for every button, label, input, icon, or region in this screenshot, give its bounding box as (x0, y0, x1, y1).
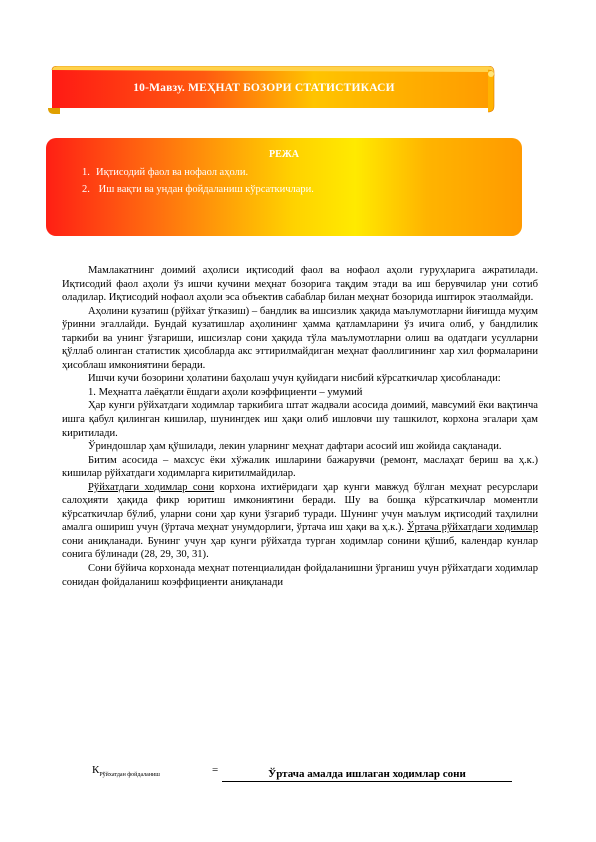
topic-banner (48, 66, 496, 110)
topic-title: 10-Мавзу. МЕҲНАТ БОЗОРИ СТАТИСТИКАСИ (133, 82, 395, 94)
paragraph: Сони бўйича корхонада меҳнат потенциалидан фойдаланишни ўрганиш учун рўйхатдаги ходимлар сонидан фойдаланиш коэффициенти аниқланади (62, 563, 538, 588)
plan-list (82, 164, 314, 198)
formula-numerator: Ўртача амалда ишлаган ходимлар сони (222, 768, 512, 782)
paragraph: Ҳар кунги рўйхатдаги ходимлар таркибига штат жадвали асосида доимий, мавсумий ёки вақтинча ишга қабул қилинган кишилар, шунингдек иш ҳақи олиб ишловчи шу ташкилот, корхона эгалари ҳам киритилади. (62, 400, 538, 439)
paragraph: Ишчи кучи бозорини ҳолатини баҳолаш учун қуйидаги нисбий кўрсаткичлар ҳисобланади: (88, 373, 501, 385)
formula-symbol: $К_{Рўйхатдан фойдаланиш}$ (92, 764, 160, 779)
coefficient-formula (92, 764, 522, 784)
paragraph: Аҳолини кузатиш (рўйхат ўтказиш) – бандлик ва ишсизлик ҳақида маълумотларни йиғишда муҳим ўринни эгаллайди. Бундай кузатишлар аҳолининг ҳамма қатламларини ўз ичига олиб, у бандлилик таркиби ва унинг ўзгариши, ишсизлар сони ҳақида тўла маълумотларни олиш ва одатдаги усулларни қўллаб олинган статистик ҳисобларда акс эттирилмайдиган меҳнат фаоллигининг хар хил формаларини ҳисоблаш имкониятини беради. (62, 305, 538, 371)
formula-equals: = (212, 764, 219, 776)
plan-box (46, 138, 522, 236)
paragraph: Рўйхатдаги ходимлар сони корхона ихтиёридаги ҳар кунги мавжуд бўлган меҳнат ресурслари салоҳияти ҳақида фикр юритиш имкониятини беради. Шу ва бошқа кўрсаткичлар моментли кўрсаткичлар бўлиб, уларни сони ҳар куни ўзгариб туради. Шунинг учун маълум иқтисодий таҳлилни амалга ошириш учун (ўртача меҳнат унумдорлиги, ўртача иш ҳақи ва ҳ.к.). Ўртача рўйхатдаги ходимлар сони аниқланади. Бунинг учун ҳар кунги рўйхатда турган ходимлар сонини қўшиб, календар кунлар сонига бўлинади (28, 29, 30, 31). (62, 481, 538, 561)
document-body (62, 264, 538, 589)
plan-title: РЕЖА (269, 149, 299, 160)
paragraph: Битим асосида – махсус ёки хўжалик ишларини бажарувчи (ремонт, маслаҳат бериш ва ҳ.к.) кишилар рўйхатдаги ходимларга киритилмайдилар. (62, 454, 538, 480)
paragraph: Ўриндошлар ҳам қўшилади, лекин уларнинг меҳнат дафтари асосий иш жойида сақланади. (88, 441, 502, 453)
paragraph: 1. Меҳнатга лаёқатли ёшдаги аҳоли коэффициенти – умумий (88, 386, 363, 398)
paragraph: Мамлакатнинг доимий аҳолиси иқтисодий фаол ва нофаол аҳоли гуруҳларига ажратилади. Иқтисодий фаол аҳоли ўз ишчи кучини меҳнат бозорига тақдим этади ва иш берувчилар уни сотиб оладилар. Иқтисодий нофаол аҳоли эса объектив сабаблар билан меҳнат бозорида иштирок этаолмайди. (62, 265, 538, 304)
plan-item: 1. Иқтисодий фаол ва нофаол аҳоли. (82, 167, 249, 178)
plan-item: 2. Иш вақти ва ундан фойдаланиш кўрсаткичлари. (82, 184, 314, 195)
